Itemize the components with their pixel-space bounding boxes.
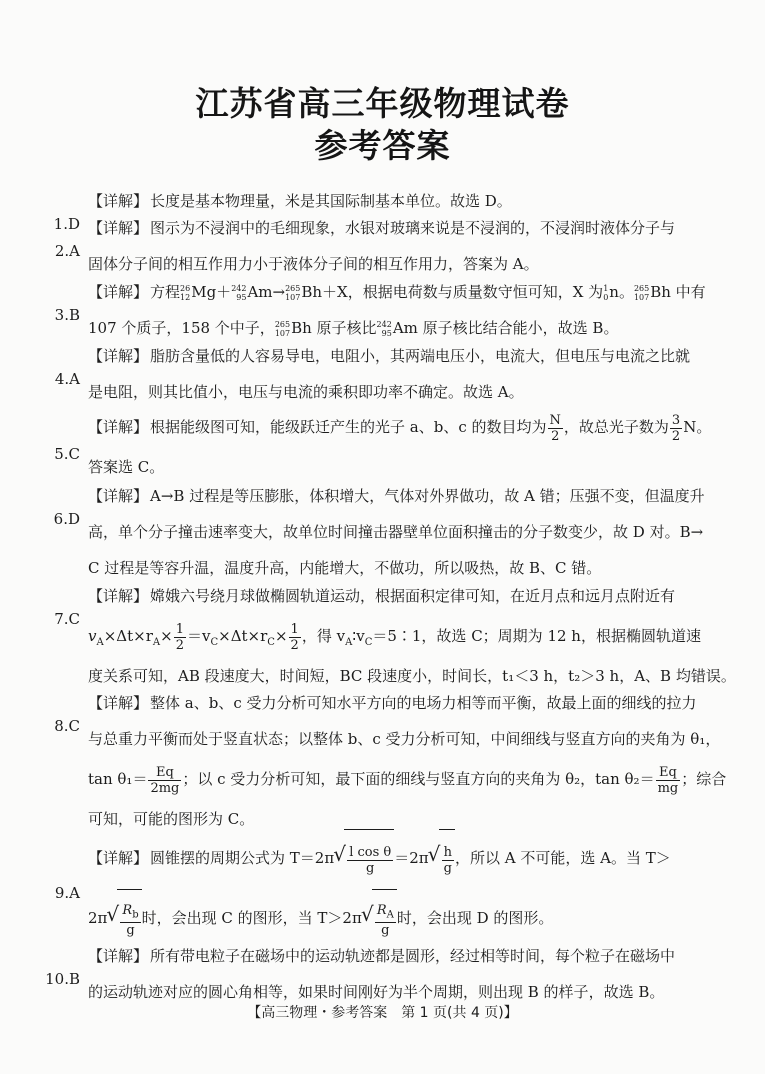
answer-5 (54, 405, 712, 485)
isotope-numbers (285, 284, 300, 302)
answer-text: ×Δt×r (218, 627, 268, 645)
subscript: C (210, 637, 219, 648)
numerator: N (549, 412, 561, 428)
subscript: C (364, 637, 373, 648)
numerator: Eq (656, 765, 681, 781)
page-subtitle: 参考答案 (314, 126, 451, 165)
answer-text: ；综合 (681, 770, 727, 788)
numerator: 3 (671, 412, 681, 428)
fraction (347, 845, 393, 876)
square-root (439, 829, 455, 890)
answer-text: N。 (683, 418, 712, 436)
answer-6 (53, 478, 705, 586)
square-root (344, 829, 394, 890)
answer-number: 5.C (54, 445, 80, 463)
fraction (442, 845, 454, 876)
answer-text: 圆锥摆的周期公式为 T＝2π (150, 849, 335, 867)
atomic-number: 107 (274, 329, 291, 338)
answer-text: 方程 (150, 283, 181, 301)
numerator: 1 (175, 621, 184, 637)
answer-tag: 【详解】 (88, 694, 149, 712)
answer-tag: 【详解】 (88, 192, 149, 210)
answer-text: × (274, 627, 288, 645)
fraction (174, 622, 186, 653)
answer-text: 与总重力平衡而处于竖直状态；以整体 b、c 受力分析可知，中间细线与竖直方向的夹角为 θ₁， (88, 730, 721, 748)
answer-text: 脂肪含量低的人容易导电，电阻小，其两端电压小，电流大，但电压与电流之比就 (150, 347, 691, 365)
answer-text: 2π (88, 909, 108, 927)
answer-number: 8.C (54, 717, 80, 735)
answer-text: ＝2π (394, 849, 429, 867)
answer-text: v (88, 627, 97, 645)
denominator: g (381, 923, 390, 939)
atomic-number: 107 (285, 293, 301, 302)
mass-number: 26 (180, 284, 191, 293)
fraction (656, 765, 681, 796)
isotope-numbers (377, 320, 392, 338)
numerator: 1 (290, 621, 299, 637)
isotope-numbers (634, 284, 649, 302)
answer-text: 长度是基本物理量，米是其国际制基本单位。故选 D。 (150, 192, 512, 210)
answer-text: 是电阻，则其比值小，电压与电流的乘积即功率不确定。故选 A。 (88, 383, 524, 401)
mass-number: 1 (603, 284, 609, 293)
page-title: 江苏省高三年级物理试卷 (195, 84, 570, 123)
denominator: 2 (290, 637, 299, 653)
atomic-number: 12 (180, 293, 191, 302)
atomic-number: 107 (633, 293, 650, 302)
numerator (375, 903, 396, 924)
answer-text: 时，会出现 C 的图形，当 T＞2π (141, 909, 362, 927)
answer-8 (54, 685, 727, 837)
answer-text: Am 原子核比结合能小，故选 B。 (392, 319, 619, 337)
answer-text: Bh 原子核比 (291, 319, 377, 337)
answer-number: 10.B (45, 970, 80, 988)
answer-text: 时，会出现 D 的图形。 (396, 909, 554, 927)
subscript: A (345, 637, 353, 648)
answer-10 (45, 938, 698, 1010)
answer-tag: 【详解】 (88, 347, 149, 365)
answer-text: ；以 c 受力分析可知，最下面的细线与竖直方向的夹角为 θ₂，tan θ₂＝ (182, 770, 655, 788)
denominator: g (443, 861, 452, 876)
answer-text: ，所以 A 不可能，选 A。当 T＞ (455, 849, 671, 867)
subscript: C (267, 637, 275, 648)
fraction (375, 903, 396, 939)
answer-tag: 【详解】 (88, 849, 149, 867)
denominator: mg (657, 780, 679, 796)
answer-text: Am→ (247, 283, 286, 301)
answer-text: ×Δt×r (103, 627, 153, 645)
answer-number: 3.B (54, 306, 80, 324)
answer-text: ，故总光子数为 (563, 418, 669, 436)
isotope-numbers (231, 284, 246, 302)
fraction (148, 765, 181, 796)
answer-text: tan θ₁＝ (88, 770, 148, 788)
numerator (120, 903, 140, 924)
answer-text: Bh 中有 (650, 283, 706, 301)
answer-3 (54, 274, 706, 346)
isotope-numbers (275, 320, 290, 338)
subscript: b (132, 909, 139, 921)
subscript: A (386, 909, 394, 921)
answer-text: ，得 v (301, 627, 346, 645)
answer-text: 高，单个分子撞击速率变大，故单位时间撞击器壁单位面积撞击的分子数变少，故 D 对。B→ (88, 523, 704, 541)
isotope-numbers (603, 284, 608, 302)
mass-number: 265 (285, 284, 301, 293)
answer-text: ∶v (352, 627, 365, 645)
atomic-number: 95 (236, 293, 247, 302)
answer-text: 图示为不浸润中的毛细现象，水银对玻璃来说是不浸润的，不浸润时液体分子与 (150, 219, 676, 237)
answer-number: 7.C (54, 610, 80, 628)
answer-number: 6.D (53, 510, 80, 528)
answer-tag: 【详解】 (88, 947, 149, 965)
answer-text: ＝v (186, 627, 211, 645)
answer-text: Mg＋ (191, 283, 232, 301)
denominator: g (366, 861, 375, 876)
numerator: Eq (148, 765, 181, 781)
numerator: √ h (443, 845, 453, 860)
answer-text: 107 个质子，158 个中子， (88, 319, 275, 337)
answer-text: 答案选 C。 (88, 458, 165, 476)
answer-number: 1.D (53, 215, 80, 233)
isotope-numbers (180, 284, 190, 302)
mass-number: 242 (231, 284, 247, 293)
answer-text: 根据能级图可知，能级跃迁产生的光子 a、b、c 的数目均为 (150, 418, 547, 436)
answer-7 (54, 578, 736, 694)
answer-text: 固体分子间的相互作用力小于液体分子间的相互作用力，答案为 A。 (88, 255, 539, 273)
fraction (120, 903, 140, 939)
answer-number: 2.A (54, 242, 80, 260)
mass-number: 265 (633, 284, 650, 293)
page-footer: 【高三物理・参考答案 第 1 页(共 4 页)】 (247, 1005, 518, 1021)
answer-tag: 【详解】 (88, 418, 149, 436)
answer-tag: 【详解】 (88, 487, 149, 505)
subscript: A (152, 637, 161, 648)
denominator: 2 (671, 428, 681, 444)
mass-number: 265 (274, 320, 291, 329)
answer-9 (54, 828, 698, 948)
answer-text: 嫦娥六号绕月球做椭圆轨道运动，根据面积定律可知，在近月点和远月点附近有 (150, 587, 676, 605)
answer-number: 4.A (54, 370, 80, 388)
answer-number: 9.A (54, 884, 80, 902)
atomic-number: 95 (381, 329, 392, 338)
numerator: √ l cos θ (349, 845, 392, 860)
answer-4 (54, 338, 698, 410)
denominator: 2 (551, 428, 560, 444)
mass-number: 242 (376, 320, 392, 329)
answer-text: × (160, 627, 173, 645)
answer-tag: 【详解】 (88, 219, 149, 237)
answer-text: 度关系可知，AB 段速度大，时间短，BC 段速度小，时间长，t₁＜3 h，t₂＞3 h，A、B 均错误。 (88, 667, 736, 685)
answer-text: ＝5∶1，故选 C；周期为 12 h，根据椭圆轨道速 (372, 627, 701, 645)
variable: R (376, 902, 387, 918)
answer-text: 整体 a、b、c 受力分析可知水平方向的电场力相等而平衡，故最上面的细线的拉力 (150, 694, 697, 712)
atomic-number: 0 (603, 293, 609, 302)
answer-tag: 【详解】 (88, 587, 149, 605)
denominator: g (126, 923, 135, 939)
fraction (289, 622, 301, 653)
fraction (548, 413, 563, 444)
answer-text: n。 (609, 283, 634, 301)
answer-text: 可知，可能的图形为 C。 (88, 810, 255, 828)
answer-tag: 【详解】 (88, 283, 149, 301)
answer-text: 所有带电粒子在磁场中的运动轨迹都是圆形，经过相等时间，每个粒子在磁场中 (150, 947, 676, 965)
answer-text: C 过程是等容升温，温度升高，内能增大，不做功，所以吸热，故 B、C 错。 (88, 559, 602, 577)
answer-text: A→B 过程是等压膨胀，体积增大，气体对外界做功，故 A 错；压强不变，但温度升 (150, 487, 705, 505)
denominator: 2mg (150, 780, 180, 796)
fraction (670, 413, 682, 444)
answer-text: 的运动轨迹对应的圆心角相等，如果时间刚好为半个周期，则出现 B 的样子，故选 B。 (88, 983, 665, 1001)
variable: R (122, 902, 133, 918)
subscript: A (96, 637, 104, 648)
denominator: 2 (175, 637, 184, 653)
answer-text: Bh＋X，根据电荷数与质量数守恒可知，X 为 (301, 283, 604, 301)
